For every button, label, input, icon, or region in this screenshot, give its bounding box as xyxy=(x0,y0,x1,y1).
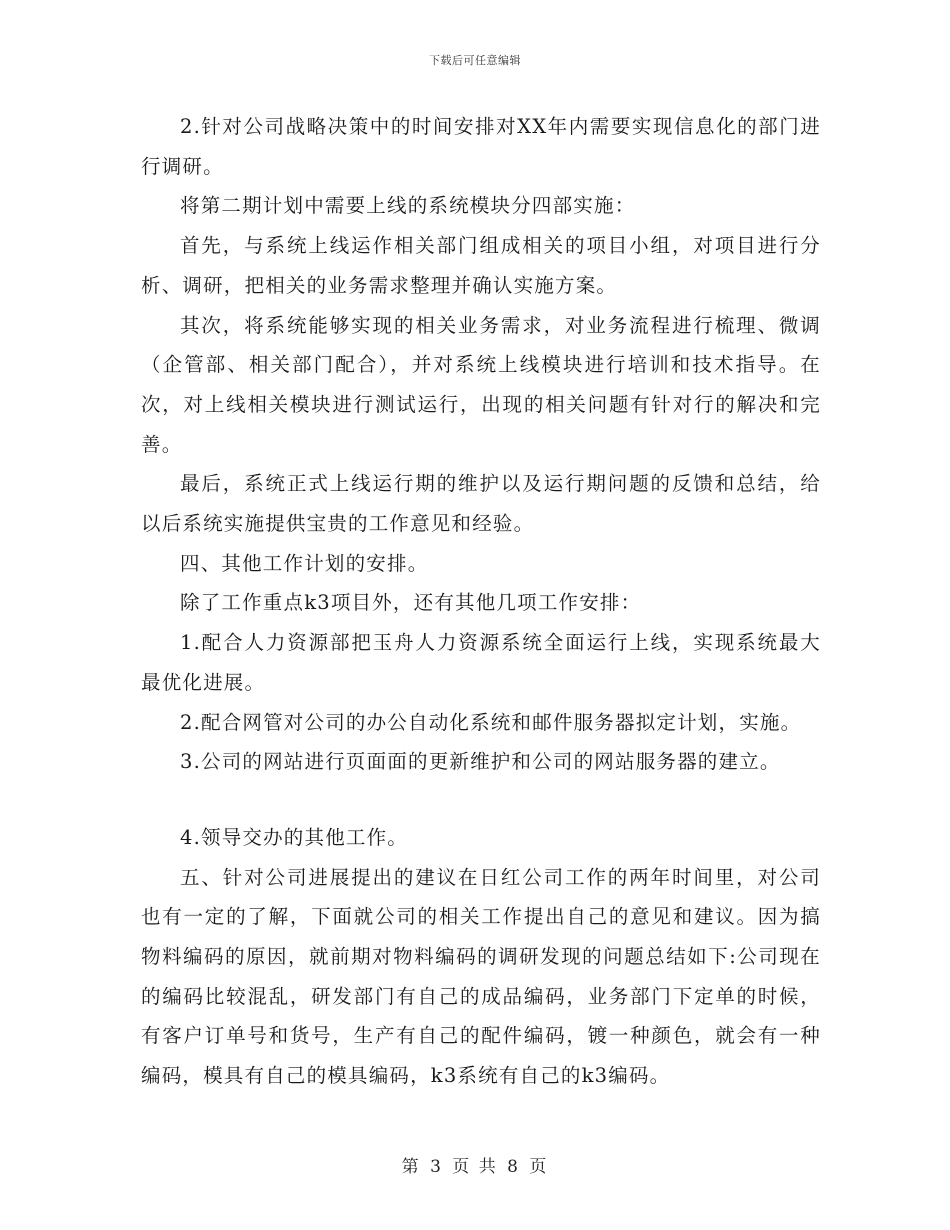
section-heading-4: 四、其他工作计划的安排。 xyxy=(180,551,429,575)
list-item-2: 2.配合网管对公司的办公自动化系统和邮件服务器拟定计划，实施。 xyxy=(180,710,802,734)
list-item-4: 4.领导交办的其他工作。 xyxy=(180,825,409,849)
paragraph-5: 最后，系统正式上线运行期的维护以及运行期问题的反馈和总结，给以后系统实施提供宝贵的工作意见和经验。 xyxy=(141,472,821,536)
paragraph-7: 除了工作重点k3项目外，还有其他几项工作安排： xyxy=(180,591,642,615)
page-footer xyxy=(0,1152,950,1177)
paragraph-4: 其次，将系统能够实现的相关业务需求，对业务流程进行梳理、微调（企管部、相关部门配合），并对系统上线模块进行培训和技术指导。在次，对上线相关模块进行测试运行，出现的相关问题有针对行的解决和完善。 xyxy=(141,313,821,456)
list-item-3: 3.公司的网站进行页面面的更新维护和公司的网站服务器的建立。 xyxy=(180,750,781,774)
page-number: 3 xyxy=(430,1157,443,1177)
footer-middle: 页 共 xyxy=(452,1157,498,1177)
document-body xyxy=(141,107,821,1096)
footer-prefix: 第 xyxy=(401,1157,421,1177)
paragraph-2: 将第二期计划中需要上线的系统模块分四部实施： xyxy=(180,194,636,218)
page-header: 下载后可任意编辑 xyxy=(429,54,521,67)
list-item-1: 1.配合人力资源部把玉舟人力资源系统全面运行上线，实现系统最大最优化进展。 xyxy=(141,631,821,694)
footer-suffix: 页 xyxy=(529,1157,549,1177)
page-total: 8 xyxy=(507,1157,520,1177)
paragraph-3: 首先，与系统上线运作相关部门组成相关的项目小组，对项目进行分析、调研，把相关的业务需求整理并确认实施方案。 xyxy=(141,234,821,297)
paragraph-1: 2.针对公司战略决策中的时间安排对XX年内需要实现信息化的部门进行调研。 xyxy=(141,115,821,178)
paragraph-12: 五、针对公司进展提出的建议在日红公司工作的两年时间里，对公司也有一定的了解，下面就公司的相关工作提出自己的意见和建议。因为搞物料编码的原因，就前期对物料编码的调研发现的问题总结如下:公司现在的编码比较混乱，研发部门有自己的成品编码，业务部门下定单的时候，有客户订单号和货号，生产有自己的配件编码，镀一种颜色，就会有一种编码，模具有自己的模具编码，k3系统有自己的k3编码。 xyxy=(141,865,821,1088)
